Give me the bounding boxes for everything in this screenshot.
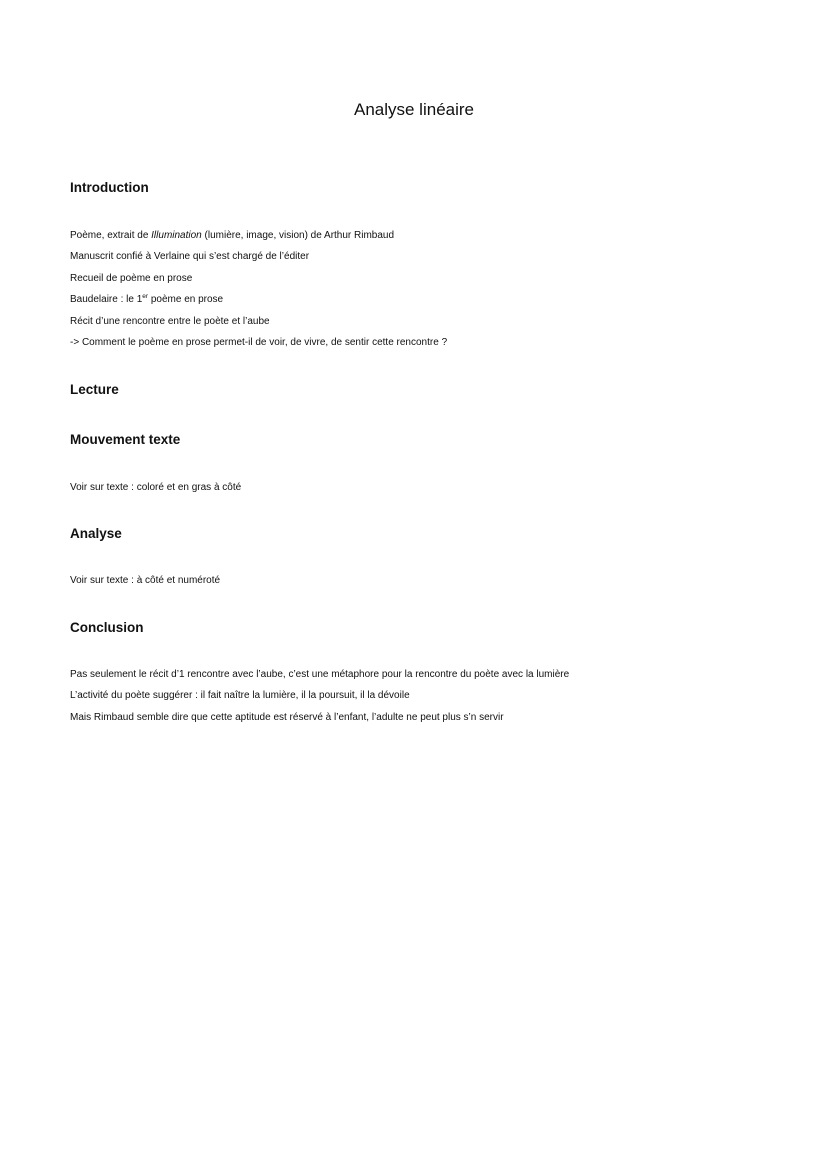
introduction-line-1: [70, 229, 394, 243]
ordinal-superscript: er: [142, 293, 149, 300]
conclusion-line-2: L’activité du poète suggérer : il fait naître la lumière, il la poursuit, il la dévoile: [70, 690, 410, 701]
conclusion-heading: Conclusion: [70, 620, 144, 635]
analyse-heading: Analyse: [70, 526, 122, 541]
introduction-line-2: Manuscrit confié à Verlaine qui s’est chargé de l’éditer: [70, 251, 310, 262]
lecture-heading: Lecture: [70, 382, 119, 397]
introduction-line-1-suffix: (lumière, image, vision) de Arthur Rimbaud: [201, 230, 395, 241]
mouvement-heading: Mouvement texte: [70, 432, 181, 447]
conclusion-line-3: Mais Rimbaud semble dire que cette aptitude est réservé à l’enfant, l’adulte ne peut plus s’n servir: [70, 712, 504, 723]
introduction-line-4: [70, 293, 223, 307]
introduction-line-4-suffix: poème en prose: [148, 294, 224, 305]
mouvement-line-1: Voir sur texte : coloré et en gras à côté: [70, 482, 242, 493]
problematique-line: -> Comment le poème en prose permet-il de voir, de vivre, de sentir cette rencontre ?: [70, 337, 448, 348]
page-title: Analyse linéaire: [353, 100, 474, 119]
work-title: Illumination: [151, 230, 202, 241]
analyse-line-1: Voir sur texte : à côté et numéroté: [70, 575, 221, 586]
introduction-heading: Introduction: [70, 180, 149, 195]
introduction-line-1-prefix: Poème, extrait de: [70, 230, 152, 241]
introduction-line-5: Récit d’une rencontre entre le poète et l’aube: [70, 316, 270, 327]
introduction-line-3: Recueil de poème en prose: [70, 273, 193, 284]
conclusion-line-1: Pas seulement le récit d’1 rencontre avec l’aube, c’est une métaphore pour la rencontre du poète avec la lumière: [70, 669, 570, 680]
introduction-line-4-prefix: Baudelaire : le 1: [70, 294, 143, 305]
